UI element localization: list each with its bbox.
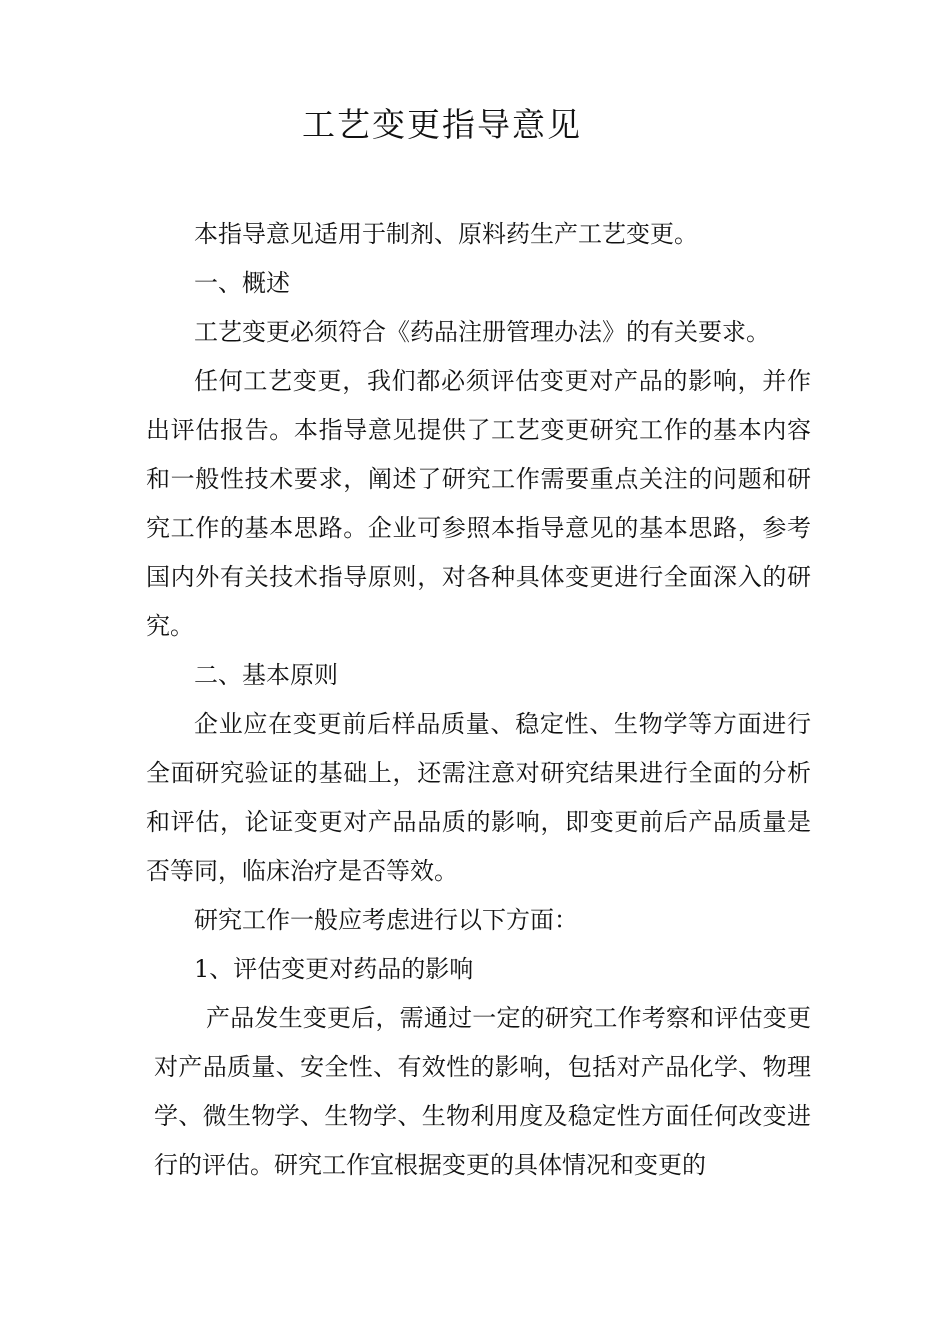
principles-paragraph-2: 研究工作一般应考虑进行以下方面：: [194, 906, 578, 934]
subsection-paragraph-1: 产品发生变更后，需通过一定的研究工作考察和评估变更对产品质量、安全性、有效性的影响，包括对产品化学、物理学、微生物学、生物学、生物利用度及稳定性方面任何改变进行的评估。研究工作宜根据变更的具体情况和变更的: [154, 1004, 811, 1179]
overview-paragraph-2: 任何工艺变更，我们都必须评估变更对产品的影响，并作出评估报告。本指导意见提供了工艺变更研究工作的基本内容和一般性技术要求，阐述了研究工作需要重点关注的问题和研究工作的基本思路。企业可参照本指导意见的基本思路，参考国内外有关技术指导原则，对各种具体变更进行全面深入的研究。: [146, 367, 811, 640]
intro-paragraph: 本指导意见适用于制剂、原料药生产工艺变更。: [194, 220, 698, 248]
subsection-heading-1: 1、评估变更对药品的影响: [194, 955, 474, 983]
section-heading-principles: 二、基本原则: [194, 661, 338, 689]
document-title: 工艺变更指导意见: [302, 105, 582, 144]
principles-paragraph-1: 企业应在变更前后样品质量、稳定性、生物学等方面进行全面研究验证的基础上，还需注意对研究结果进行全面的分析和评估，论证变更对产品品质的影响，即变更前后产品质量是否等同，临床治疗是否等效。: [146, 710, 811, 885]
section-heading-overview: 一、概述: [194, 269, 290, 297]
document-body: [146, 210, 811, 1190]
overview-paragraph-1: 工艺变更必须符合《药品注册管理办法》的有关要求。: [194, 318, 770, 346]
